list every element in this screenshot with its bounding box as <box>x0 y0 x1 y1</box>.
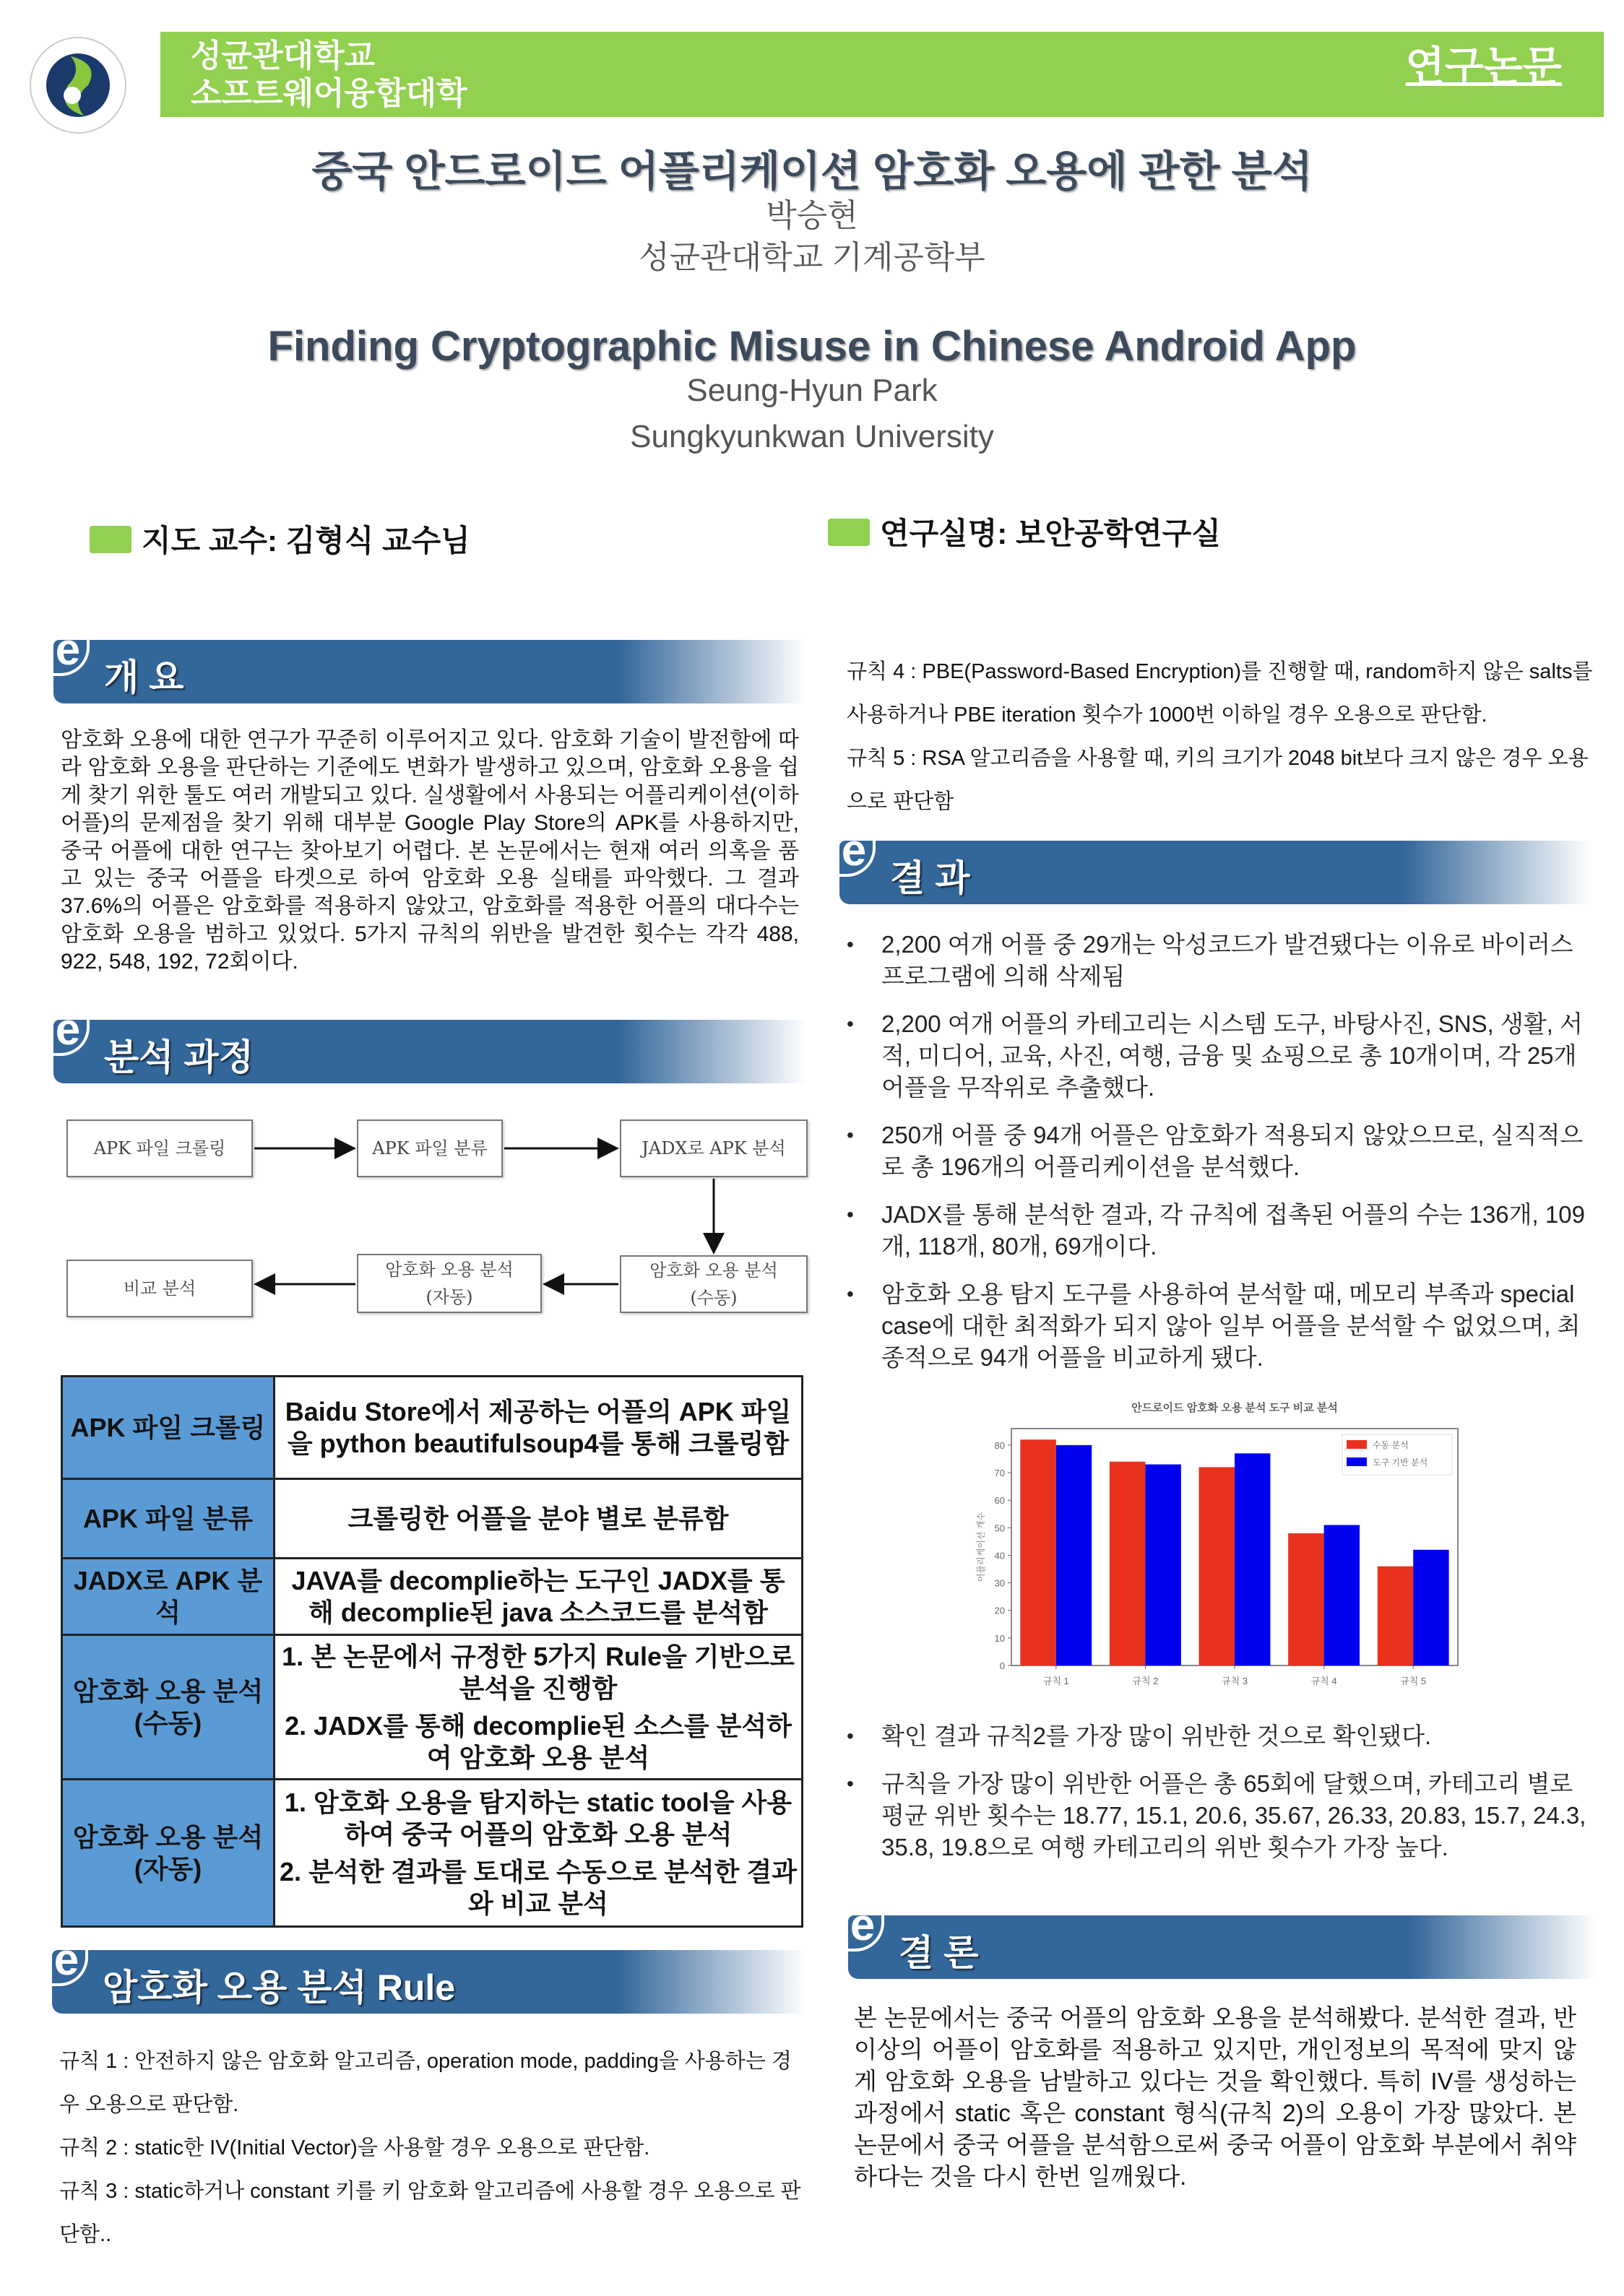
list-item: • 250개 어플 중 94개 어플은 암호화가 적용되지 않았으므로, 실직적으로 총 196개의 어플리케이션을 분석했다. <box>847 1119 1595 1183</box>
flow-step-crawl: APK 파일 크롤링 <box>66 1119 253 1177</box>
bar-chart <box>968 1379 1488 1712</box>
bar-tool <box>1235 1453 1270 1665</box>
chart-title: 안드로이드 암호화 오용 분석 도구 비교 분석 <box>1131 1402 1338 1414</box>
lab-label: 연구실명: 보안공학연구실 <box>880 516 1221 550</box>
title-en: Finding Cryptographic Misuse in Chinese Android App <box>267 323 1357 370</box>
table-cell-line: 1. 암호화 오용을 탐지하는 static tool을 사용하여 중국 어플의 암호화 오용 분석 <box>284 1787 792 1849</box>
list-item: • 2,200 여개 어플 중 29개는 악성코드가 발견됐다는 이유로 바이러스 프로그램에 의해 삭제됨 <box>847 929 1595 992</box>
process-table <box>61 1375 803 1928</box>
rule-item: 규칙 2 : static한 IV(Initial Vector)을 사용할 경우 오용으로 판단함. <box>59 2136 650 2159</box>
section-header-conclusion: e 결 론 <box>848 1915 1597 1979</box>
section-header-overview: e 개 요 <box>53 640 806 703</box>
results-list <box>847 929 1595 1390</box>
table-row: 암호화 오용 분석 (자동) 1. 암호화 오용을 탐지하는 static tool을 사용하여 중국 어플의 암호화 오용 분석 2. 분석한 결과를 토대로 수동으로 분석한 결과와 비교 분석 <box>62 1780 803 1927</box>
author-en: Seung-Hyun Park <box>686 373 938 408</box>
table-row: APK 파일 분류 크롤링한 어플을 분야 별로 분류함 <box>62 1479 803 1559</box>
y-tick-label: 60 <box>994 1495 1005 1507</box>
affiliation-en: Sungkyunkwan University <box>630 419 994 454</box>
affiliation-ko: 성균관대학교 기계공학부 <box>639 240 985 275</box>
rule-item: 규칙 5 : RSA 알고리즘을 사용할 때, 키의 크기가 2048 bit보다 크지 않은 경우 오용으로 판단함 <box>847 747 1589 813</box>
list-item: • 규칙을 가장 많이 위반한 어플은 총 65회에 달했으며, 카테고리 별로 평균 위반 횟수는 18.77, 15.1, 20.6, 35.67, 26.33, 20.83, 15.7, 24.3, 35.8, 19.8으로 여행 카테고리의 위반 횟수가 가장 높다. <box>847 1768 1595 1863</box>
y-tick-label: 10 <box>994 1632 1005 1644</box>
rules-list-right <box>847 650 1595 823</box>
flow-step-manual: 암호화 오용 분석 (수동) <box>620 1255 808 1313</box>
bar-manual <box>1110 1462 1145 1665</box>
x-tick-label: 규칙 1 <box>1042 1676 1069 1686</box>
title-ko: 중국 안드로이드 어플리케이션 암호화 오용에 관한 분석 <box>311 148 1313 195</box>
y-tick-label: 0 <box>999 1660 1005 1671</box>
list-item: • JADX를 통해 분석한 결과, 각 규칙에 접촉된 어플의 수는 136개, 109개, 118개, 80개, 69개이다. <box>847 1199 1595 1262</box>
section-header-rules: e 암호화 오용 분석 Rule <box>52 1950 806 2014</box>
flow-step-jadx: JADX로 APK 분석 <box>620 1119 808 1177</box>
rule-item: 규칙 4 : PBE(Password-Based Encryption)를 진행할 때, random하지 않은 salts를 사용하거나 PBE iteration 횟수가 1000번 이하일 경우 오용으로 판단함. <box>847 660 1593 727</box>
table-row: 암호화 오용 분석 (수동) 1. 본 논문에서 규정한 5가지 Rule을 기반으로 분석을 진행함 2. JADX를 통해 decomplie된 소스를 분석하여 암호화 오용 분석 <box>62 1635 803 1780</box>
flow-step-compare: 비교 분석 <box>66 1260 253 1317</box>
bar-tool <box>1324 1525 1360 1665</box>
bar-manual <box>1288 1533 1323 1665</box>
list-item: • 확인 결과 규칙2를 가장 많이 위반한 것으로 확인됐다. <box>847 1720 1595 1752</box>
college-name: 소프트웨어융합대학 <box>191 76 467 111</box>
e-logo-icon: e <box>48 1940 88 1986</box>
section-header-results: e 결 과 <box>839 841 1591 904</box>
rule-item: 규칙 1 : 안전하지 않은 암호화 알고리즘, operation mode, padding을 사용하는 경우 오용으로 판단함. <box>59 2050 792 2116</box>
table-cell-line: 2. JADX를 통해 decomplie된 소스를 분석하여 암호화 오용 분석 <box>285 1710 792 1772</box>
e-logo-icon: e <box>835 831 876 877</box>
author-ko: 박승현 <box>766 198 858 233</box>
advisor-label: 지도 교수: 김형식 교수님 <box>142 524 470 558</box>
y-tick-label: 80 <box>994 1439 1005 1451</box>
x-tick-label: 규칙 4 <box>1310 1676 1337 1686</box>
bar-manual <box>1378 1567 1413 1665</box>
table-row: JADX로 APK 분석 JAVA를 decomplie하는 도구인 JADX를 통해 decomplie된 java 소스코드를 분석함 <box>62 1559 803 1635</box>
flow-arrows <box>0 1083 816 1343</box>
x-tick-label: 규칙 2 <box>1132 1676 1159 1686</box>
table-cell-line: 1. 본 논문에서 규정한 5가지 Rule을 기반으로 분석을 진행함 <box>282 1641 795 1703</box>
bullet-square <box>90 526 131 553</box>
legend-swatch <box>1347 1440 1367 1449</box>
bar-tool <box>1056 1445 1092 1665</box>
conclusion-text: 본 논문에서는 중국 어플의 암호화 오용을 분석해봤다. 분석한 결과, 반 이상의 어플이 암호화를 적용하고 있지만, 개인정보의 목적에 맞지 않게 암호화 오용을 남발하고 있다는 것을 확인했다. 특히 IV를 생성하는 과정에서 static 혹은 constant 형식(규칙 2)의 오용이 가장 많았다. 본 논문에서 중국 어플을 분석함으로써 중국 어플이 암호화 부분에서 취약하다는 것을 다시 한번 일깨웠다. <box>854 2004 1576 2190</box>
y-tick-label: 70 <box>994 1468 1005 1479</box>
university-logo <box>27 35 129 136</box>
legend-swatch <box>1347 1457 1367 1466</box>
flow-step-auto: 암호화 오용 분석 (자동) <box>357 1254 542 1313</box>
y-tick-label: 40 <box>994 1550 1005 1561</box>
bullet-square <box>828 519 870 546</box>
category-label: 연구논문 <box>1405 43 1562 89</box>
y-axis-label: 어플리케이션 개수 <box>976 1512 986 1582</box>
table-row: APK 파일 크롤링 Baidu Store에서 제공하는 어플의 APK 파일을 python beautifulsoup4를 통해 크롤링함 <box>62 1377 803 1479</box>
bar-tool <box>1145 1465 1180 1665</box>
x-tick-label: 규칙 3 <box>1222 1676 1248 1686</box>
y-tick-label: 50 <box>994 1522 1005 1534</box>
section-header-process: e 분석 과정 <box>53 1020 806 1083</box>
overview-text: 암호화 오용에 대한 연구가 꾸준히 이루어지고 있다. 암호화 기술이 발전함에 따라 암호화 오용을 판단하는 기준에도 변화가 발생하고 있으며, 암호화 오용을 쉽게 찾기 위한 툴도 여러 개발되고 있다. 실생활에서 사용되는 어플리케이션(이하 어플)의 문제점을 찾기 위해 대부분 Google Play Store의 APK를 사용하지만, 중국 어플에 대한 연구는 찾아보기 어렵다. 본 논문에서는 현재 여러 의혹을 품고 있는 중국 어플을 타겟으로 하여 암호화 오용 실태를 파악했다. 그 결과 37.6%의 어플은 암호화를 적용하지 않았고, 암호화를 적용한 어플의 대다수는 암호화 오용을 범하고 있었다. 5가지 규칙의 위반을 발견한 횟수는 각각 488, 922, 548, 192, 72회이다. <box>61 728 799 974</box>
table-cell-line: 2. 분석한 결과를 토대로 수동으로 분석한 결과와 비교 분석 <box>280 1856 798 1918</box>
e-logo-icon: e <box>844 1905 884 1951</box>
e-logo-icon: e <box>49 630 90 676</box>
bar-manual <box>1199 1467 1235 1665</box>
bar-manual <box>1020 1439 1055 1665</box>
legend-label: 수동 분석 <box>1373 1440 1409 1450</box>
legend-label: 도구 기반 분석 <box>1373 1457 1428 1468</box>
rules-list-left <box>59 2040 803 2256</box>
x-tick-label: 규칙 5 <box>1400 1676 1427 1686</box>
y-tick-label: 30 <box>994 1577 1005 1589</box>
list-item: • 암호화 오용 탐지 도구를 사용하여 분석할 때, 메모리 부족과 special case에 대한 최적화가 되지 않아 일부 어플을 분석할 수 없었으며, 최종적으로 94개 어플을 비교하게 됐다. <box>847 1278 1595 1374</box>
e-logo-icon: e <box>49 1010 90 1056</box>
flow-step-classify: APK 파일 분류 <box>357 1119 503 1177</box>
rule-item: 규칙 3 : static하거나 constant 키를 키 암호화 알고리즘에 사용할 경우 오용으로 판단함.. <box>59 2180 801 2246</box>
bar-tool <box>1413 1550 1448 1665</box>
header-banner <box>160 32 1604 117</box>
list-item: • 2,200 여개 어플의 카테고리는 시스템 도구, 바탕사진, SNS, 생활, 서적, 미디어, 교육, 사진, 여행, 금융 및 쇼핑으로 총 10개이며, 각 25개 어플을 무작위로 추출했다. <box>847 1008 1595 1104</box>
results-list-after <box>847 1720 1595 1879</box>
university-name: 성균관대학교 <box>191 38 376 74</box>
y-tick-label: 20 <box>994 1605 1005 1616</box>
